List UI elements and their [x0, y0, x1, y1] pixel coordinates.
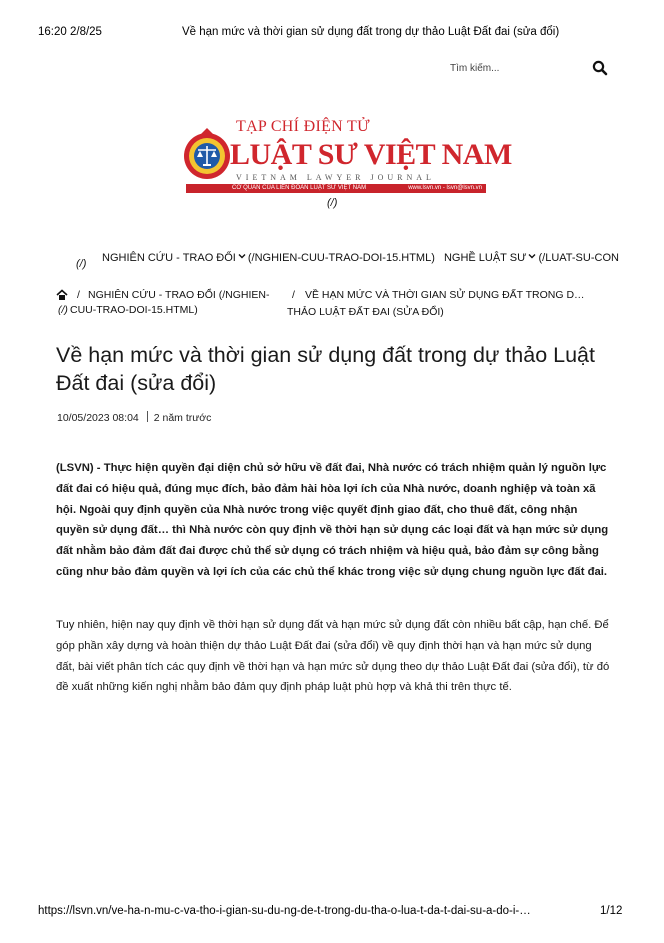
nav-item-nghe-luat-su[interactable] [444, 252, 619, 264]
logo-banner-bar [186, 184, 486, 193]
logo-bar-left-text: CƠ QUAN CỦA LIÊN ĐOÀN LUẬT SƯ VIỆT NAM [232, 185, 367, 191]
breadcrumb-separator: / [77, 289, 80, 301]
print-datetime: 16:20 2/8/25 [38, 26, 102, 38]
logo-top-line: TẠP CHÍ ĐIỆN TỬ [236, 118, 370, 135]
print-page-number: 1/12 [600, 905, 623, 917]
nav-item-nghien-cuu[interactable] [102, 252, 435, 264]
nav-home-link[interactable]: (/) [76, 258, 87, 270]
breadcrumb-current-cont: THẢO LUẬT ĐẤT ĐAI (SỬA ĐỔI) [287, 306, 444, 318]
home-link[interactable]: (/) [327, 197, 338, 209]
nav-item-label: NGHỀ LUẬT SƯ [443, 252, 527, 264]
logo-emblem-icon [182, 126, 232, 182]
nav-item-label: NGHIÊN CỨU - TRAO ĐỔI [102, 252, 236, 264]
breadcrumb-home-link[interactable]: (/) [58, 304, 68, 316]
breadcrumb-item-nghien-cuu-cont[interactable]: CUU-TRAO-DOI-15.HTML) [70, 304, 198, 316]
nav-item-href: (/NGHIEN-CUU-TRAO-DOI-15.HTML) [247, 252, 435, 264]
print-footer-url: https://lsvn.vn/ve-ha-n-mu-c-va-tho-i-gian-su-du-ng-de-t-trong-du-tha-o-lua-t-da-t-dai-su-a-do-i-… [38, 905, 531, 917]
main-nav [0, 250, 664, 274]
breadcrumb-item-nghien-cuu[interactable]: NGHIÊN CỨU - TRAO ĐỔI (/NGHIEN- [88, 289, 270, 301]
article-meta [57, 411, 211, 424]
chevron-down-icon [528, 252, 536, 260]
home-icon[interactable] [56, 289, 68, 301]
chevron-down-icon [238, 252, 246, 260]
site-logo[interactable] [182, 116, 512, 194]
article-title: Về hạn mức và thời gian sử dụng đất trong dự thảo Luật Đất đai (sửa đổi) [56, 343, 595, 395]
search-box [446, 58, 616, 80]
logo-sub-line: VIETNAM LAWYER JOURNAL [236, 173, 435, 182]
nav-item-href: (/LUAT-SU-CON [538, 252, 619, 264]
print-page-title: Về hạn mức và thời gian sử dụng đất trong dự thảo Luật Đất đai (sửa đổi) [182, 26, 560, 38]
breadcrumb-separator: / [292, 289, 295, 301]
meta-divider [147, 411, 148, 422]
logo-bar-right-text: www.lsvn.vn - lsvn@lsvn.vn [408, 185, 482, 191]
article-lead: (LSVN) - Thực hiện quyền đại diện chủ sở hữu về đất đai, Nhà nước có trách nhiệm quản lý nguồn lực đất đai có hiệu quả, đúng mục đích, bảo đảm hài hòa lợi ích của Nhà nước, doanh nghiệp và toàn xã hội. Ngoài quy định quyền của Nhà nước trong việc quyết định giao đất, cho thuê đất, công nhận quyền sử dụng đất… thì Nhà nước còn quy định về thời hạn sử dụng các loại đất và hạn mức sử dụng đất nhằm bảo đảm đất đai được chủ thể sử dụng có trách nhiệm và hiệu quả, bảo đảm sự công bằng cũng như bảo đảm quyền và lợi ích của các chủ thể khác trong việc sử dụng chung nguồn lực đất đai. [56, 462, 609, 578]
article-relative-time: 2 năm trước [153, 412, 212, 424]
logo-main-line: LUẬT SƯ VIỆT NAM [230, 138, 512, 171]
article-body-paragraph: Tuy nhiên, hiện nay quy định về thời hạn sử dụng đất và hạn mức sử dụng đất còn nhiều bất cập, hạn chế. Để góp phần xây dựng và hoàn thiện dự thảo Luật Đất đai (sửa đổi) về quy định thời hạn và hạn mức sử dụng đất, bài viết phân tích các quy định về thời hạn và hạn mức sử dụng theo dự thảo Luật Đất đai (sửa đổi), từ đó đề xuất những kiến nghị nhằm bảo đảm quy định pháp luật phù hợp và khả thi trên thực tế. [56, 619, 610, 694]
article-date: 10/05/2023 08:04 [57, 412, 139, 424]
search-icon[interactable] [592, 60, 608, 76]
search-input[interactable] [446, 58, 594, 78]
breadcrumb-current: VỀ HẠN MỨC VÀ THỜI GIAN SỬ DỤNG ĐẤT TRONG D… [305, 289, 585, 301]
